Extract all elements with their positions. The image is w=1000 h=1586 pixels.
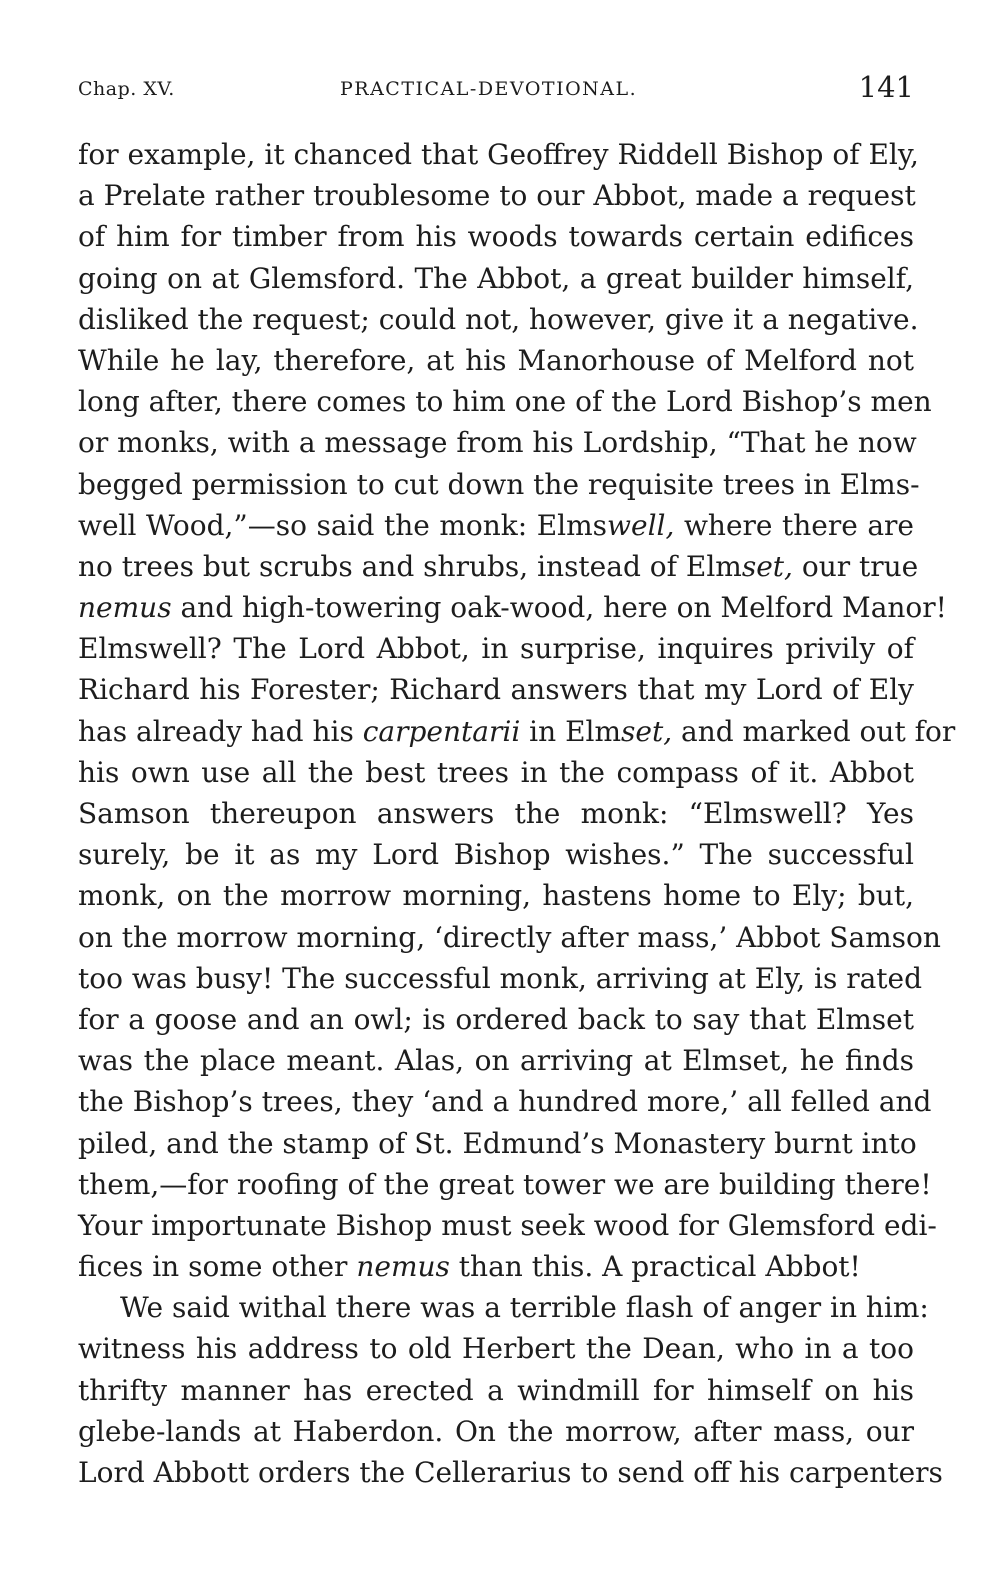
text-line: for example, it chanced that Geoffrey Riddell Bishop of Ely, bbox=[78, 138, 919, 171]
text-line: begged permission to cut down the requisite trees in Elms- bbox=[78, 467, 920, 501]
text-line: Richard his Forester; Richard answers that my Lord of Ely bbox=[78, 673, 914, 707]
text-line: disliked the request; could not, however, give it a negative. bbox=[78, 302, 919, 336]
italic-word: set, bbox=[741, 549, 793, 583]
text-line: monk, on the morrow morning, hastens home to Ely; but, bbox=[78, 879, 914, 913]
text-line: fices in some other nemus than this. A practical Abbot! bbox=[78, 1250, 861, 1284]
text-line: We said withal there was a terrible flash of anger in him: bbox=[120, 1291, 929, 1325]
text-line: glebe-lands at Haberdon. On the morrow, after mass, our bbox=[78, 1414, 914, 1448]
italic-word: set, bbox=[621, 714, 673, 748]
text-line: Elmswell? The Lord Abbot, in surprise, inquires privily of bbox=[78, 632, 914, 666]
italic-word: carpentarii bbox=[362, 714, 521, 748]
text-line: was the place meant. Alas, on arriving at Elmset, he finds bbox=[78, 1044, 914, 1078]
text-line: on the morrow morning, ‘directly after mass,’ Abbot Samson bbox=[78, 920, 941, 954]
text-line: his own use all the best trees in the compass of it. Abbot bbox=[78, 755, 914, 789]
text-line: While he lay, therefore, at his Manorhouse of Melford not bbox=[78, 343, 914, 377]
paragraph bbox=[78, 1287, 943, 1493]
text-line: for a goose and an owl; is ordered back to say that Elmset bbox=[78, 1002, 914, 1036]
page-number: 141 bbox=[858, 70, 914, 104]
text-line: a Prelate rather troublesome to our Abbot, made a request bbox=[78, 179, 916, 213]
text-line: well Wood,”—so said the monk: Elmswell, where there are bbox=[78, 508, 914, 542]
text-line: going on at Glemsford. The Abbot, a great builder himself, bbox=[78, 261, 914, 295]
text-line: them,—for roofing of the great tower we are building there! bbox=[78, 1167, 932, 1201]
text-line: has already had his carpentarii in Elmset, and marked out for bbox=[78, 714, 956, 748]
body-text bbox=[78, 134, 956, 1493]
italic-word: nemus bbox=[78, 591, 172, 625]
text-line: thrifty manner has erected a windmill for himself on his bbox=[78, 1373, 914, 1407]
text-line: no trees but scrubs and shrubs, instead of Elmset, our true bbox=[78, 549, 919, 583]
text-line: surely, be it as my Lord Bishop wishes.” The successful bbox=[78, 838, 914, 872]
italic-word: well, bbox=[607, 508, 675, 542]
text-line: piled, and the stamp of St. Edmund’s Monastery burnt into bbox=[78, 1126, 917, 1160]
text-line: witness his address to old Herbert the Dean, who in a too bbox=[78, 1332, 914, 1366]
running-head bbox=[78, 70, 914, 104]
text-line: the Bishop’s trees, they ‘and a hundred more,’ all felled and bbox=[78, 1085, 932, 1119]
text-line: Your importunate Bishop must seek wood for Glemsford edi- bbox=[78, 1208, 937, 1242]
italic-word: nemus bbox=[356, 1250, 450, 1284]
running-title: PRACTICAL-DEVOTIONAL. bbox=[340, 78, 638, 100]
text-line: long after, there comes to him one of the Lord Bishop’s men bbox=[78, 385, 932, 419]
text-line: Lord Abbott orders the Cellerarius to send off his carpenters bbox=[78, 1456, 943, 1489]
text-line: too was busy! The successful monk, arriving at Ely, is rated bbox=[78, 961, 923, 995]
text-line: nemus and high-towering oak-wood, here on Melford Manor! bbox=[78, 591, 947, 625]
paragraph bbox=[78, 134, 956, 1287]
text-line: Samson thereupon answers the monk: “Elmswell? Yes bbox=[78, 797, 914, 830]
text-line: or monks, with a message from his Lordship, “That he now bbox=[78, 426, 917, 460]
chapter-label: Chap. XV. bbox=[78, 78, 175, 100]
text-line: of him for timber from his woods towards certain edifices bbox=[78, 220, 914, 254]
